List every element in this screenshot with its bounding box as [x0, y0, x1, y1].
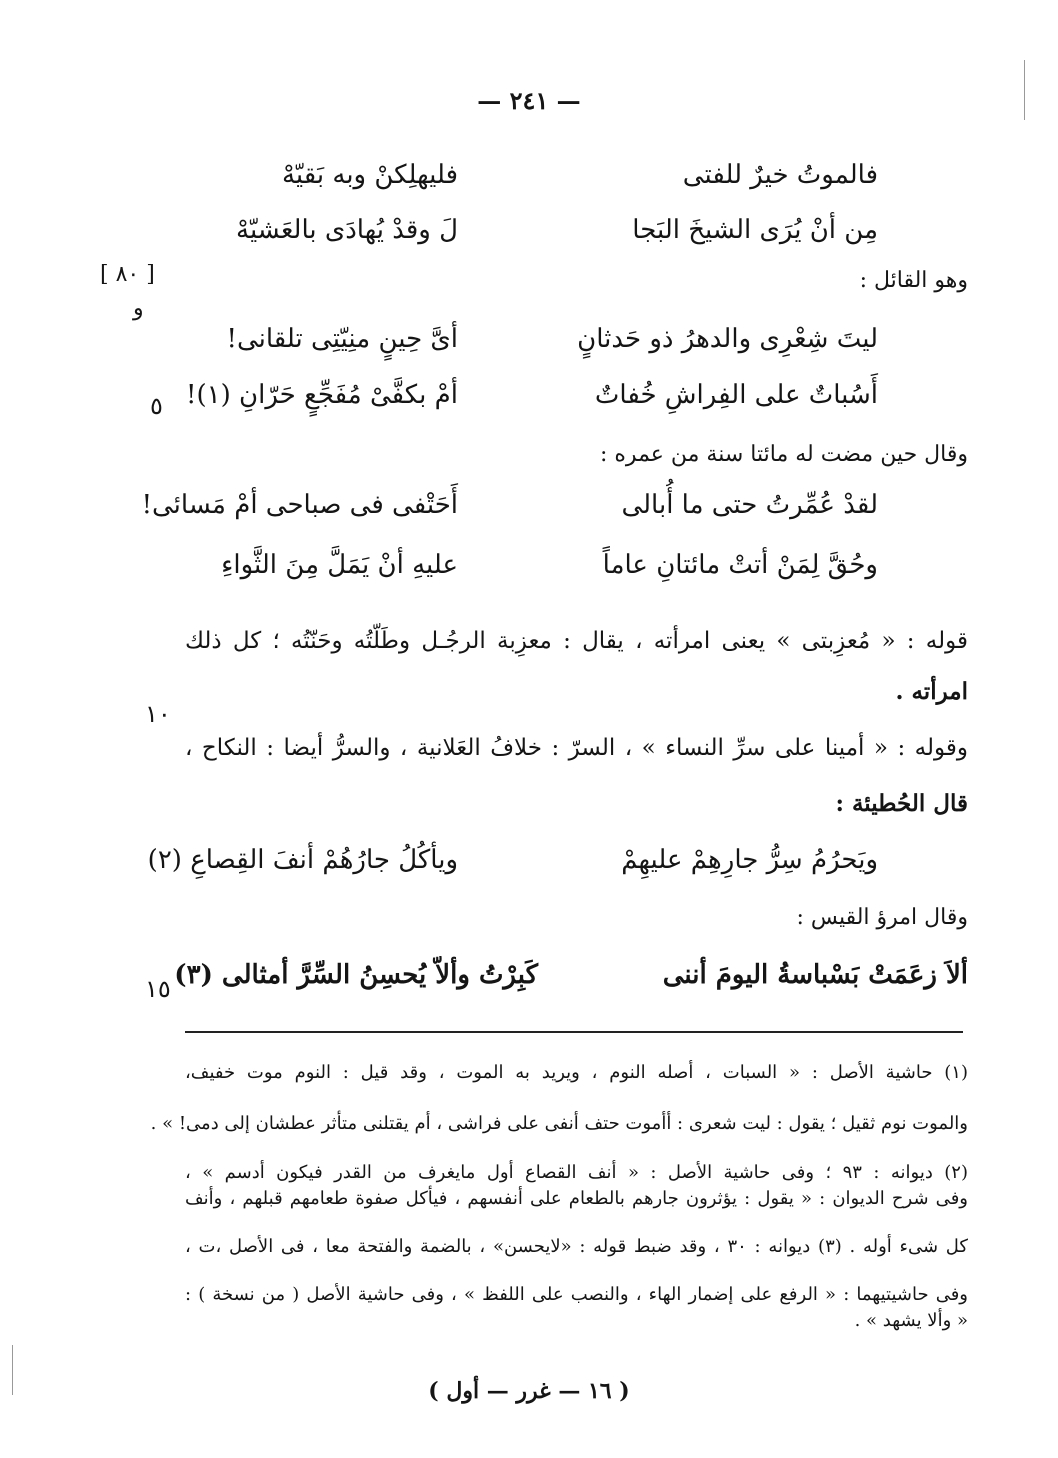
verse-3-second-hemistich: أىَّ حِينٍ منِيّتِى تلقانى!: [226, 324, 458, 354]
intro-two-hundred-years: وقال حين مضت له مائتا سنة من عمره :: [600, 442, 968, 467]
footnote-line-7: « وألا يشهد » .: [854, 1310, 968, 1331]
scan-edge-mark: [12, 1345, 13, 1395]
footnote-divider: [185, 1031, 963, 1033]
margin-line-5: ٥: [150, 392, 163, 420]
verse-2-second-hemistich: لَ وقدْ يُهادَى بالعَشيّهْ: [236, 215, 458, 245]
verse-1-second-hemistich: فليهلِكنْ وبه بَقيّهْ: [281, 160, 458, 190]
footnote-line-2: والموت نوم ثقيل ؛ يقول : ليت شعرى : أأموت حتف أنفى على فراشى ، أم يقتلنى متأثر عطشان إلى دمى! » .: [150, 1113, 968, 1134]
verse-3-first-hemistich: ليتَ شِعْرِى والدهرُ ذو حَدثانٍ: [577, 324, 878, 354]
verse-6-second-hemistich: عليهِ أنْ يَمَلَّ مِنَ الثَّواءِ: [221, 550, 458, 580]
scan-edge-mark: [1024, 60, 1025, 120]
page-number: — ٢٤١ —: [477, 86, 581, 115]
intro-imru-al-qays: وقال امرؤ القيس :: [796, 905, 968, 930]
margin-bracket-ref: [ ٨٠ ]: [100, 262, 155, 287]
verse-7-first-hemistich: ويَحرُمُ سِرُّ جارِهِمْ عليهِمْ: [621, 845, 878, 875]
footnote-line-4: وفى شرح الديوان : « يقول : يؤثرون جارهم بالطعام على أنفسهم ، فيأكل صفوة طعامهم قبلهم ، وأنف: [185, 1188, 968, 1209]
footnote-line-3: (٢) ديوانه : ٩٣ ؛ وفى حاشية الأصل : « أنف القصاع أول مايغرف من القدر فيكون أدسم » ،: [185, 1162, 968, 1183]
verse-2-first-hemistich: مِن أنْ يُرَى الشيخَ البَجا: [632, 215, 878, 245]
verse-5-second-hemistich: أَحَتْفى فى صباحى أمْ مَسائى!: [141, 490, 458, 520]
verse-6-first-hemistich: وحُقَّ لِمَنْ أتتْ مائتانِ عاماً: [602, 550, 878, 580]
commentary-line-1: قوله : « مُعزِبتى » يعنى امرأته ، يقال : معزِبة الرجُـل وطَلّتُه وحَنّتُه ؛ كل ذلك: [185, 628, 968, 654]
intro-wahuwa-alqail: وهو القائل :: [859, 268, 968, 293]
footnote-line-6: وفى حاشيتيهما : « الرفع على إضمار الهاء ، والنصب على اللفظ » ، وفى حاشية الأصل ( من نسخة ) :: [185, 1284, 968, 1305]
footnote-line-1: (١) حاشية الأصل : « السبات ، أصله النوم ، ويريد به الموت ، وقد قيل : النوم موت خفيف،: [185, 1062, 968, 1083]
verse-8-second-hemistich: كَبِرْتُ وألاّ يُحسِنُ السِّرَّ أمثالى (٣): [174, 960, 538, 990]
verse-4-first-hemistich: أَسُباتٌ على الفِراشِ خُفاتٌ: [594, 380, 878, 410]
commentary-line-4: قال الحُطيئة :: [835, 790, 968, 817]
verse-5-first-hemistich: لقدْ عُمِّرتُ حتى ما أُبالى: [621, 490, 878, 520]
verse-4-second-hemistich: أمْ بكفَّىْ مُفَجِّعٍ حَرّانِ (١)!: [186, 380, 458, 410]
commentary-line-3: وقوله : « أمينا على سرِّ النساء » ، السرّ : خلافُ العَلانية ، والسرُّ أيضا : النكاح ،: [185, 735, 968, 761]
verse-8-first-hemistich: ألاَ زعَمَتْ بَسْباسةُ اليومَ أننى: [662, 960, 968, 990]
margin-line-10: ١٠: [145, 700, 171, 728]
signature-mark: ( ١٦ — غرر — أول ): [428, 1378, 630, 1404]
footnote-line-5: كل شىء أوله . (٣) ديوانه : ٣٠ ، وقد ضبط قوله : «لايحسن» ، بالضمة والفتحة معا ، فى الأصل ،ت ،: [185, 1236, 968, 1257]
verse-1-first-hemistich: فالموتُ خيرٌ للفتى: [682, 160, 878, 190]
margin-line-15: ١٥: [145, 975, 171, 1003]
margin-waw: و: [133, 296, 144, 321]
commentary-line-2: امرأته .: [895, 678, 968, 705]
verse-7-second-hemistich: ويأكُلُ جارُهُمْ أنفَ القِصاعِ (٢): [147, 845, 458, 875]
